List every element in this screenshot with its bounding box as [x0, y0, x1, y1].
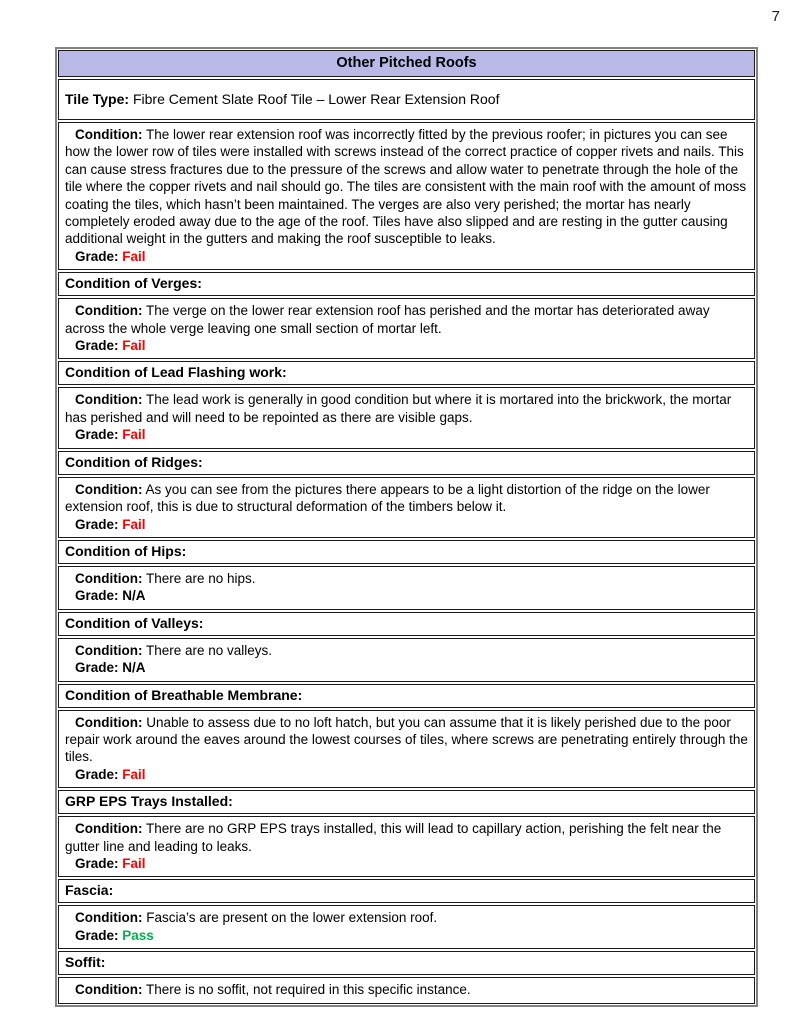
condition-paragraph [65, 642, 748, 659]
tile-type-label: Tile Type: [65, 91, 130, 107]
condition-paragraph [65, 820, 748, 855]
grade-line [65, 426, 748, 443]
condition-value: There is no soffit, not required in this specific instance. [146, 982, 471, 998]
grade-value: N/A [122, 660, 146, 676]
roof-report-table [55, 47, 758, 1007]
grade-line [65, 927, 748, 944]
grade-value: Fail [122, 855, 146, 871]
condition-value: The lead work is generally in good condition but where it is mortared into the brickwork, the mortar has perished and will need to be repointed as there are visible gaps. [65, 392, 732, 425]
grade-label: Grade: [75, 660, 119, 676]
section-header-hips: Condition of Hips: [58, 540, 755, 564]
condition-paragraph [65, 570, 748, 587]
table-title: Other Pitched Roofs [58, 50, 755, 77]
grade-line [65, 855, 748, 872]
condition-cell-verges [58, 298, 755, 359]
tile-type-row [58, 79, 755, 120]
section-header-valleys: Condition of Valleys: [58, 612, 755, 636]
condition-value: The lower rear extension roof was incorrectly fitted by the previous roofer; in pictures you can see how the lower row of tiles were installed with screws instead of the correct practice of copper rivets and nails. This can cause stress fractures due to the pressure of the screws and allow water to penetrate through the hole of the tile where the copper rivets and nail should go. The tiles are consistent with the main roof with the amount of moss coating the tiles, which hasn’t been maintained. The verges are also very perished; the mortar has nearly completely eroded away due to the age of the roof. Tiles have also slipped and are resting in the gutter causing additional weight in the gutters and making the roof susceptible to leaks. [65, 127, 747, 247]
tile-type-value: Fibre Cement Slate Roof Tile – Lower Rear Extension Roof [132, 91, 500, 107]
condition-label: Condition: [75, 821, 143, 837]
condition-paragraph [65, 481, 748, 516]
condition-label: Condition: [75, 127, 143, 142]
grade-value: Fail [122, 338, 146, 354]
condition-label: Condition: [75, 714, 143, 730]
condition-paragraph [65, 126, 748, 248]
grade-value: Fail [122, 248, 146, 264]
grade-label: Grade: [75, 516, 119, 532]
condition-cell-ridges [58, 477, 755, 538]
section-header-fascia: Fascia: [58, 879, 755, 903]
section-header-lead-flashing: Condition of Lead Flashing work: [58, 361, 755, 385]
grade-line [65, 516, 748, 533]
condition-label: Condition: [75, 570, 143, 586]
condition-label: Condition: [75, 481, 143, 497]
condition-cell-extension-roof [58, 122, 755, 270]
grade-value: Pass [122, 927, 154, 943]
grade-value: Fail [122, 766, 146, 782]
grade-value: Fail [122, 427, 146, 443]
condition-label: Condition: [75, 642, 143, 658]
condition-value: There are no GRP EPS trays installed, this will lead to capillary action, perishing the felt near the gutter line and leading to leaks. [65, 821, 722, 854]
condition-value: The verge on the lower rear extension roof has perished and the mortar has deteriorated away across the whole verge leaving one small section of mortar left. [65, 303, 710, 336]
grade-label: Grade: [75, 338, 119, 354]
grade-line [65, 587, 748, 604]
section-header-verges: Condition of Verges: [58, 272, 755, 296]
grade-label: Grade: [75, 855, 119, 871]
condition-label: Condition: [75, 982, 143, 998]
condition-value: As you can see from the pictures there appears to be a light distortion of the ridge on the lower extension roof, this is due to structural deformation of the timbers below it. [65, 481, 710, 515]
condition-label: Condition: [75, 910, 143, 926]
grade-line [65, 248, 748, 265]
grade-line [65, 659, 748, 676]
grade-label: Grade: [75, 927, 119, 943]
condition-label: Condition: [75, 392, 143, 408]
condition-cell-valleys [58, 638, 755, 682]
condition-label: Condition: [75, 303, 143, 319]
grade-value: N/A [122, 588, 146, 604]
condition-paragraph [65, 391, 748, 426]
grade-line [65, 337, 748, 354]
condition-cell-soffit [58, 977, 755, 1003]
grade-label: Grade: [75, 588, 119, 604]
grade-line [65, 766, 748, 783]
page-number: 7 [771, 8, 780, 25]
section-header-ridges: Condition of Ridges: [58, 451, 755, 475]
condition-paragraph [65, 909, 748, 926]
condition-cell-breathable-membrane [58, 710, 755, 789]
condition-cell-grp-eps-trays [58, 816, 755, 877]
condition-value: There are no hips. [146, 570, 256, 586]
condition-value: Unable to assess due to no loft hatch, but you can assume that it is likely perished due to the poor repair work around the eaves around the lowest courses of tiles, where screws are penetrating entirely through the tiles. [65, 714, 748, 765]
grade-label: Grade: [75, 766, 119, 782]
grade-label: Grade: [75, 248, 119, 264]
section-header-soffit: Soffit: [58, 951, 755, 975]
section-header-grp-eps-trays: GRP EPS Trays Installed: [58, 790, 755, 814]
condition-paragraph [65, 714, 748, 766]
condition-value: Fascia’s are present on the lower extension roof. [146, 910, 438, 926]
condition-cell-hips [58, 566, 755, 610]
condition-paragraph [65, 981, 748, 998]
condition-value: There are no valleys. [146, 642, 273, 658]
grade-value: Fail [122, 516, 146, 532]
condition-cell-fascia [58, 905, 755, 949]
grade-label: Grade: [75, 427, 119, 443]
condition-paragraph [65, 302, 748, 337]
section-header-breathable-membrane: Condition of Breathable Membrane: [58, 684, 755, 708]
condition-cell-lead-flashing [58, 387, 755, 448]
